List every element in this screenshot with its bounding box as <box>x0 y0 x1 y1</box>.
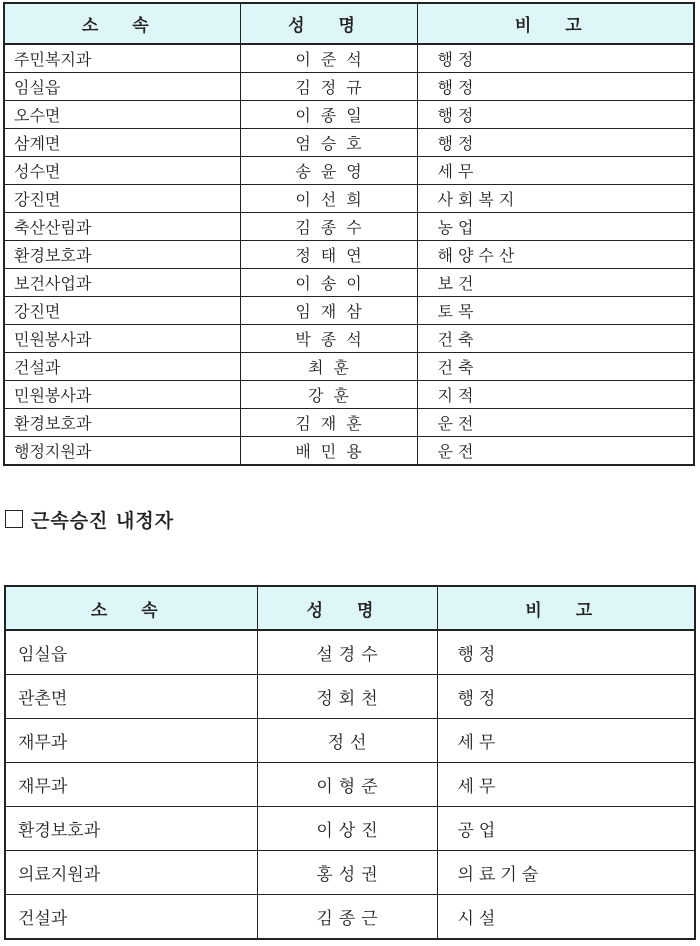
table-row <box>4 325 694 353</box>
table-header-row <box>4 3 694 44</box>
department-cell: 성수면 <box>4 157 240 185</box>
table-row <box>4 129 694 157</box>
name-cell: 이준석 <box>240 44 417 73</box>
name-cell: 강훈 <box>240 381 417 409</box>
table-row <box>4 241 694 269</box>
name-cell: 김재훈 <box>240 409 417 437</box>
table-row <box>4 44 694 73</box>
department-cell: 강진면 <box>4 185 240 213</box>
note-cell: 농업 <box>417 213 694 241</box>
promotion-table <box>3 2 695 466</box>
header-name: 성 명 <box>240 3 417 44</box>
note-cell: 공업 <box>437 807 695 851</box>
department-cell: 주민복지과 <box>4 44 240 73</box>
note-cell: 운전 <box>417 409 694 437</box>
name-cell: 설경수 <box>257 630 437 675</box>
table-row <box>4 157 694 185</box>
department-cell: 관촌면 <box>5 675 257 719</box>
department-cell: 임실읍 <box>5 630 257 675</box>
department-cell: 민원봉사과 <box>4 325 240 353</box>
name-cell: 엄승호 <box>240 129 417 157</box>
checkbox-square-icon <box>5 510 23 528</box>
name-cell: 이형준 <box>257 763 437 807</box>
department-cell: 환경보호과 <box>5 807 257 851</box>
department-cell: 건설과 <box>5 895 257 940</box>
department-cell: 임실읍 <box>4 73 240 101</box>
table-row <box>4 269 694 297</box>
section-heading <box>5 507 174 531</box>
table-body <box>5 630 695 939</box>
department-cell: 의료지원과 <box>5 851 257 895</box>
header-department: 소 속 <box>4 3 240 44</box>
name-cell: 배민용 <box>240 437 417 466</box>
name-cell: 이송이 <box>240 269 417 297</box>
table-row <box>4 297 694 325</box>
note-cell: 행정 <box>437 675 695 719</box>
name-cell: 김정규 <box>240 73 417 101</box>
header-department: 소 속 <box>5 586 257 630</box>
note-cell: 사회복지 <box>417 185 694 213</box>
name-cell: 홍성권 <box>257 851 437 895</box>
department-cell: 보건사업과 <box>4 269 240 297</box>
department-cell: 행정지원과 <box>4 437 240 466</box>
note-cell: 운전 <box>417 437 694 466</box>
seniority-promotion-table <box>4 585 696 940</box>
table-row <box>4 381 694 409</box>
department-cell: 환경보호과 <box>4 241 240 269</box>
table-row <box>5 630 695 675</box>
table-row <box>4 353 694 381</box>
note-cell: 해양수산 <box>417 241 694 269</box>
name-cell: 송윤영 <box>240 157 417 185</box>
note-cell: 의료기술 <box>437 851 695 895</box>
department-cell: 환경보호과 <box>4 409 240 437</box>
header-note: 비 고 <box>437 586 695 630</box>
table-row <box>5 719 695 763</box>
table-row <box>5 807 695 851</box>
name-cell: 정선 <box>257 719 437 763</box>
note-cell: 건축 <box>417 325 694 353</box>
department-cell: 재무과 <box>5 763 257 807</box>
table-header-row <box>5 586 695 630</box>
name-cell: 이선희 <box>240 185 417 213</box>
table-row <box>4 213 694 241</box>
note-cell: 시설 <box>437 895 695 940</box>
table-row <box>4 409 694 437</box>
note-cell: 보건 <box>417 269 694 297</box>
department-cell: 건설과 <box>4 353 240 381</box>
note-cell: 건축 <box>417 353 694 381</box>
department-cell: 재무과 <box>5 719 257 763</box>
department-cell: 강진면 <box>4 297 240 325</box>
note-cell: 행정 <box>417 73 694 101</box>
table-row <box>4 437 694 466</box>
department-cell: 민원봉사과 <box>4 381 240 409</box>
table-row <box>5 675 695 719</box>
header-note: 비 고 <box>417 3 694 44</box>
note-cell: 지적 <box>417 381 694 409</box>
section-title: 근속승진 내정자 <box>31 509 175 532</box>
note-cell: 세무 <box>417 157 694 185</box>
header-name: 성 명 <box>257 586 437 630</box>
note-cell: 행정 <box>417 129 694 157</box>
table-row <box>5 851 695 895</box>
note-cell: 세무 <box>437 763 695 807</box>
name-cell: 박종석 <box>240 325 417 353</box>
table-row <box>4 101 694 129</box>
name-cell: 임재삼 <box>240 297 417 325</box>
name-cell: 김종수 <box>240 213 417 241</box>
note-cell: 세무 <box>437 719 695 763</box>
note-cell: 행정 <box>437 630 695 675</box>
note-cell: 행정 <box>417 101 694 129</box>
name-cell: 정태연 <box>240 241 417 269</box>
table-row <box>5 763 695 807</box>
name-cell: 김종근 <box>257 895 437 940</box>
department-cell: 오수면 <box>4 101 240 129</box>
note-cell: 행정 <box>417 44 694 73</box>
note-cell: 토목 <box>417 297 694 325</box>
name-cell: 정회천 <box>257 675 437 719</box>
table-row <box>5 895 695 940</box>
department-cell: 삼계면 <box>4 129 240 157</box>
table-row <box>4 185 694 213</box>
table-row <box>4 73 694 101</box>
name-cell: 이상진 <box>257 807 437 851</box>
name-cell: 이종일 <box>240 101 417 129</box>
table-body <box>4 44 694 465</box>
department-cell: 축산산림과 <box>4 213 240 241</box>
name-cell: 최훈 <box>240 353 417 381</box>
